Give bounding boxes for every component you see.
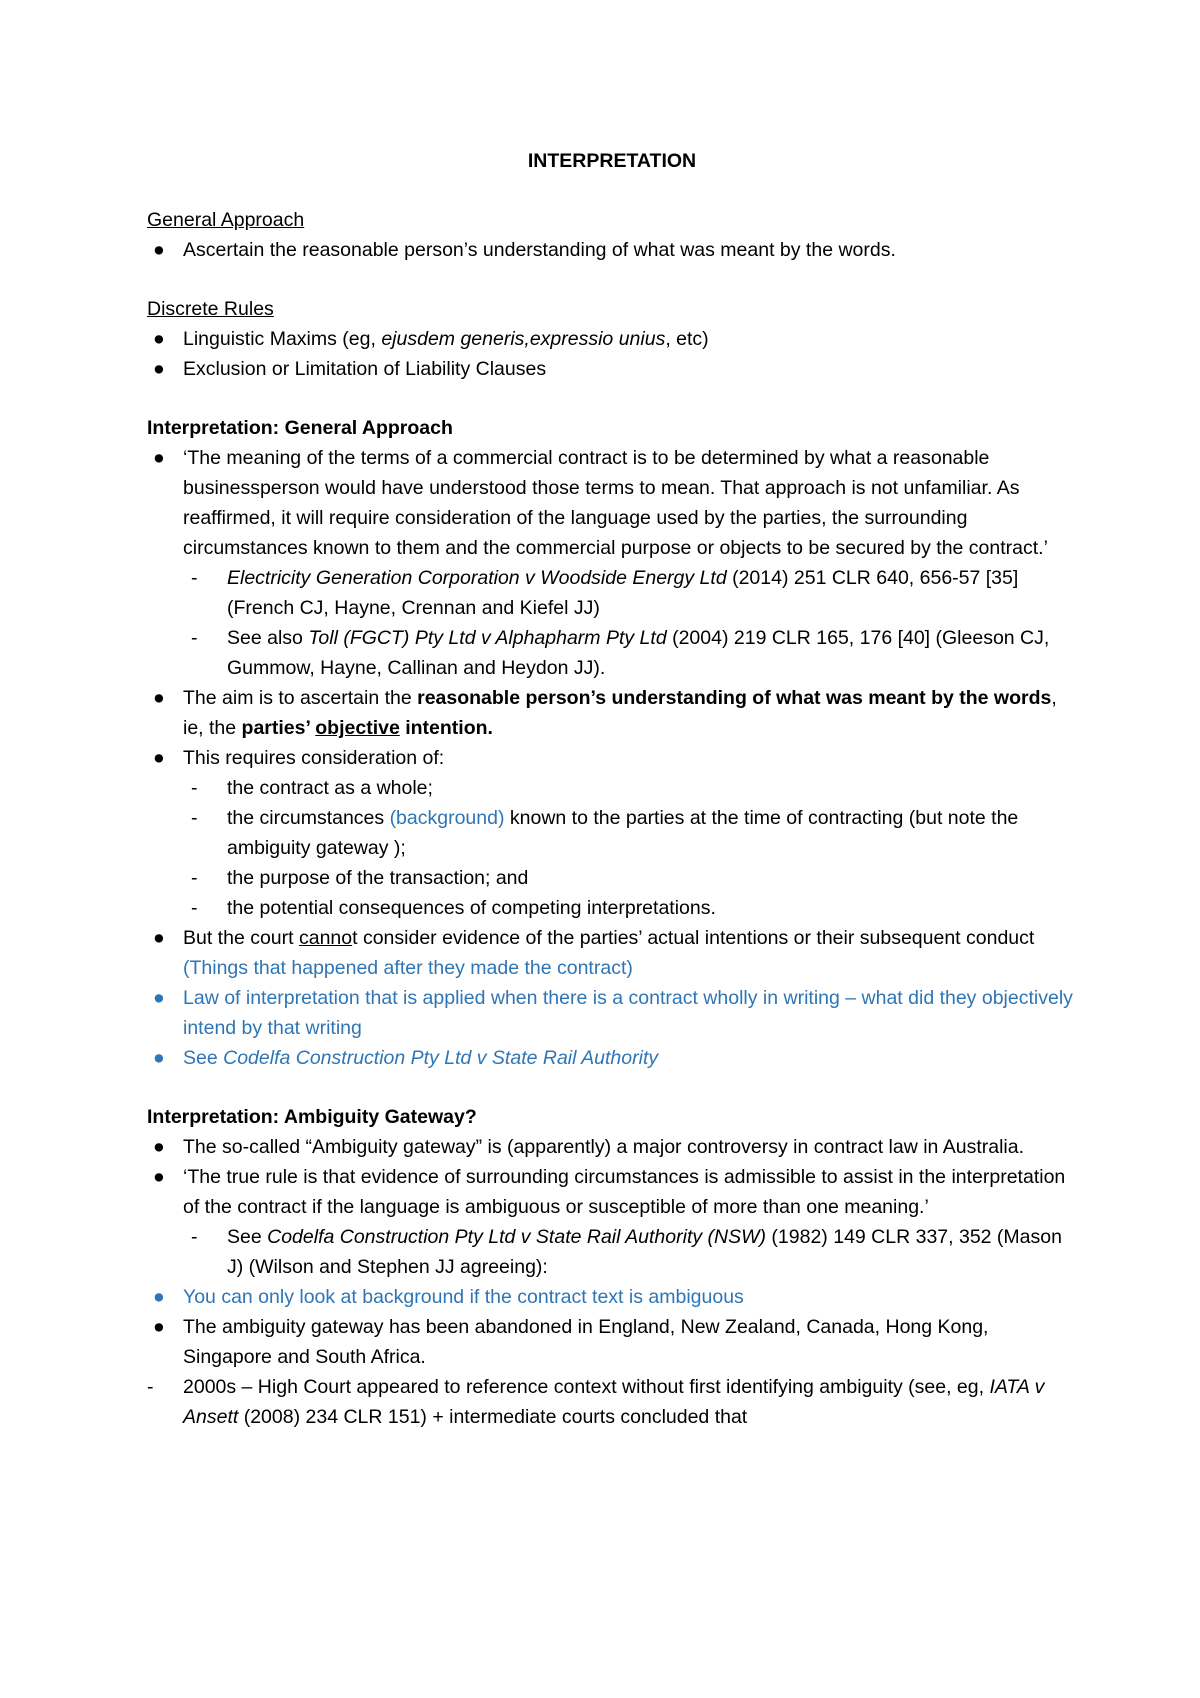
discrete-rules-heading: Discrete Rules (147, 298, 274, 320)
dash-icon: - (191, 1226, 198, 1248)
dash-icon: - (191, 627, 198, 649)
bullet-icon: ● (153, 1136, 165, 1158)
dash-icon: - (191, 867, 198, 889)
bullet-icon: ● (153, 747, 165, 769)
bullet-icon: ● (153, 1286, 165, 1308)
list-item: ● Law of interpretation that is applied when there is a contract wholly in writing – what did they objectively intend by that writing (147, 983, 1077, 1043)
general-approach-heading: General Approach (147, 209, 305, 231)
list-item: ● Exclusion or Limitation of Liability Clauses (147, 354, 1077, 384)
sub-list-item: - the contract as a whole; (147, 773, 1077, 803)
list-item: ● The so-called “Ambiguity gateway” is (apparently) a major controversy in contract law in Australia. (147, 1132, 1077, 1162)
bullet-icon: ● (153, 1316, 165, 1338)
list-item: ● Ascertain the reasonable person’s understanding of what was meant by the words. (147, 235, 1077, 265)
list-item: ● See Codelfa Construction Pty Ltd v State Rail Authority (147, 1043, 1077, 1073)
bullet-icon: ● (153, 239, 165, 261)
list-item: ● ‘The meaning of the terms of a commercial contract is to be determined by what a reasonable businessperson would have understood those terms to mean. That approach is not unfamiliar. As reaffirmed, it will require consideration of the language used by the parties, the surrounding circumstances known to them and the commercial purpose or objects to be secured by the contract.’ (147, 443, 1077, 563)
bullet-icon: ● (153, 1166, 165, 1188)
list-item: ● The aim is to ascertain the reasonable person’s understanding of what was meant by the words, ie, the parties’ objective intention. (147, 683, 1077, 743)
sub-list-item: - the potential consequences of competing interpretations. (147, 893, 1077, 923)
bullet-icon: ● (153, 687, 165, 709)
dash-icon: - (191, 807, 198, 829)
dash-icon: - (191, 897, 198, 919)
bullet-icon: ● (153, 328, 165, 350)
bullet-icon: ● (153, 927, 165, 949)
citation-item: - See also Toll (FGCT) Pty Ltd v Alphapharm Pty Ltd (2004) 219 CLR 165, 176 [40] (Gleeson CJ, Gummow, Hayne, Callinan and Heydon JJ). (147, 623, 1077, 683)
bullet-icon: ● (153, 987, 165, 1009)
bullet-icon: ● (153, 447, 165, 469)
list-item: ● The ambiguity gateway has been abandoned in England, New Zealand, Canada, Hong Kong, Singapore and South Africa. (147, 1312, 1077, 1372)
page-title: INTERPRETATION (527, 150, 697, 172)
general-approach-section-heading: Interpretation: General Approach (147, 417, 453, 439)
bullet-icon: ● (153, 1047, 165, 1069)
dash-list-item: - 2000s – High Court appeared to reference context without first identifying ambiguity (see, eg, IATA v Ansett (2008) 234 CLR 151) + intermediate courts concluded that (147, 1372, 1077, 1432)
list-item: ● Linguistic Maxims (eg, ejusdem generis,expressio unius, etc) (147, 324, 1077, 354)
list-item: ● This requires consideration of: (147, 743, 1077, 773)
dash-icon: - (191, 777, 198, 799)
list-item: ● But the court cannot consider evidence of the parties’ actual intentions or their subsequent conduct (Things that happened after they made the contract) (147, 923, 1077, 983)
document-body (147, 146, 1077, 1432)
citation-item: - Electricity Generation Corporation v Woodside Energy Ltd (2014) 251 CLR 640, 656-57 [35] (French CJ, Hayne, Crennan and Kiefel JJ) (147, 563, 1077, 623)
dash-icon: - (147, 1376, 154, 1398)
list-item: ● You can only look at background if the contract text is ambiguous (147, 1282, 1077, 1312)
dash-icon: - (191, 567, 198, 589)
sub-list-item: - the circumstances (background) known to the parties at the time of contracting (but note the ambiguity gateway ); (147, 803, 1077, 863)
bullet-icon: ● (153, 358, 165, 380)
sub-list-item: - the purpose of the transaction; and (147, 863, 1077, 893)
list-item: ● ‘The true rule is that evidence of surrounding circumstances is admissible to assist in the interpretation of the contract if the language is ambiguous or susceptible of more than one meaning.’ (147, 1162, 1077, 1222)
citation-item: - See Codelfa Construction Pty Ltd v State Rail Authority (NSW) (1982) 149 CLR 337, 352 (Mason J) (Wilson and Stephen JJ agreeing): (147, 1222, 1077, 1282)
ambiguity-gateway-heading: Interpretation: Ambiguity Gateway? (147, 1106, 477, 1128)
